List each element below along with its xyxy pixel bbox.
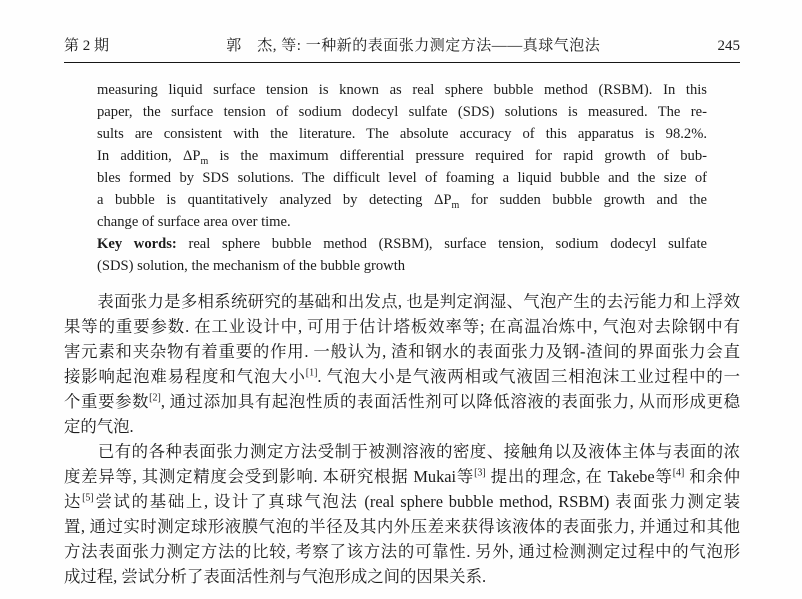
issue-number: 第 2 期 [64, 38, 110, 54]
abstract-line: bles formed by SDS solutions. The difficult level of foaming a liquid bubble and the size of [97, 170, 707, 186]
abstract-block [97, 79, 707, 277]
paragraph-1 [64, 289, 740, 439]
body-line: 达[5]尝试的基础上, 设计了真球气泡法 (real sphere bubble method, RSBM) 表面张力测定装 [64, 492, 740, 511]
body-text [64, 289, 740, 589]
abstract-line: In addition, $\Delta P_m$ is the maximum differential pressure required for rapid growth of bub- [97, 148, 708, 167]
abstract-line: a bubble is quantitatively analyzed by detecting $\Delta P_m$ for sudden bubble growth and the [97, 192, 707, 211]
running-head [64, 34, 740, 63]
keywords-text: real sphere bubble method (RSBM), surface tension, sodium dodecyl sulfate [188, 236, 707, 252]
running-title: 郭 杰, 等: 一种新的表面张力测定方法——真球气泡法 [226, 38, 601, 54]
body-line: 方法表面张力测定方法的比较, 考察了该方法的可靠性. 另外, 通过检测测定过程中的气泡形 [64, 542, 740, 561]
body-line: 置, 通过实时测定球形液膜气泡的半径及其内外压差来获得该液体的表面张力, 并通过和其他 [64, 517, 740, 536]
body-line: 已有的各种表面张力测定方法受制于被测溶液的密度、接触角以及液体主体与表面的浓 [64, 442, 740, 461]
keywords-line [97, 233, 707, 255]
body-line: 表面张力是多相系统研究的基础和出发点, 也是判定润湿、气泡产生的去污能力和上浮效 [64, 292, 740, 311]
abstract-line: measuring liquid surface tension is known as real sphere bubble method (RSBM). In this [97, 82, 707, 98]
abstract-line: paper, the surface tension of sodium dodecyl sulfate (SDS) solutions is measured. The re- [97, 104, 707, 120]
keywords-label: Key words: [97, 236, 177, 252]
keywords-line: (SDS) solution, the mechanism of the bubble growth [97, 258, 406, 274]
body-line: 成过程, 尝试分析了表面活性剂与气泡形成之间的因果关系. [64, 567, 487, 586]
body-line: 果等的重要参数. 在工业设计中, 可用于估计塔板效率等; 在高温冶炼中, 气泡对去除钢中有 [64, 317, 740, 336]
paragraph-2 [64, 439, 740, 589]
body-line: 害元素和夹杂物有着重要的作用. 一般认为, 渣和钢水的表面张力及钢-渣间的界面张力会直 [64, 342, 740, 361]
abstract-line: change of surface area over time. [97, 214, 291, 230]
abstract-line: sults are consistent with the literature. The absolute accuracy of this apparatus is 98.2%. [97, 126, 707, 142]
body-line: 接影响起泡难易程度和气泡大小[1]. 气泡大小是气液两相或气液固三相泡沫工业过程中的一 [64, 367, 740, 386]
page-number: 245 [717, 38, 740, 54]
body-line: 个重要参数[2], 通过添加具有起泡性质的表面活性剂可以降低溶液的表面张力, 从而形成更稳 [64, 392, 740, 411]
body-line: 度差异等, 其测定精度会受到影响. 本研究根据 Mukai等[3] 提出的理念, 在 Takebe等[4] 和余仲 [64, 467, 741, 486]
body-line: 定的气泡. [64, 417, 134, 436]
